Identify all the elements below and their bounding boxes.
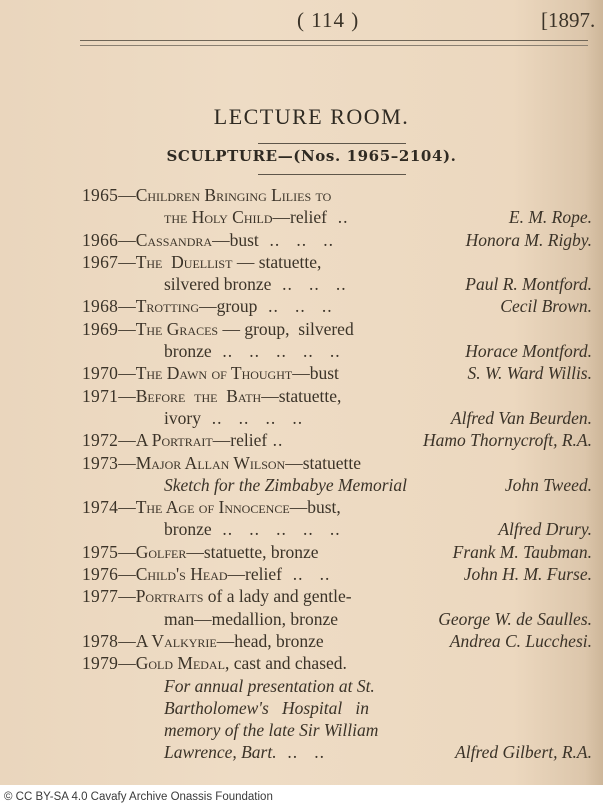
work-title: the Holy Child (164, 207, 273, 228)
catalogue-number: 1968 (82, 296, 119, 317)
page-number: ( 114 ) (297, 8, 360, 32)
work-note: Bartholomew's Hospital in (164, 697, 370, 718)
leader-dots: .. .. .. .. (200, 407, 304, 428)
catalogue-entry-line (82, 295, 592, 317)
work-description: —bust (212, 229, 259, 250)
work-title: Portraits (135, 586, 204, 607)
artist-name: John H. M. Furse. (463, 564, 592, 585)
leader-dots: .. .. .. (258, 229, 334, 250)
catalogue-entry-line (82, 251, 592, 273)
catalogue-number: 1969 (82, 318, 119, 339)
catalogue-entry-line (82, 563, 592, 585)
work-title: A Valkyrie (135, 630, 217, 651)
artist-name: Alfred Drury. (498, 519, 592, 540)
header-double-rule (80, 40, 588, 46)
work-title: Cassandra (135, 229, 213, 250)
em-dash: — (118, 385, 136, 406)
work-description: —bust, (289, 497, 341, 518)
artist-name: Honora M. Rigby. (465, 229, 592, 250)
artist-name: Hamo Thornycroft, R.A. (423, 430, 592, 451)
artist-name: John Tweed. (504, 474, 592, 495)
catalogue-entry-line (82, 407, 592, 429)
work-description: silvered bronze (164, 274, 272, 295)
catalogue-entry-line (82, 362, 592, 384)
work-description: —group (199, 296, 258, 317)
work-description: man—medallion, bronze (164, 608, 338, 629)
em-dash: — (118, 251, 136, 272)
artist-name: Alfred Van Beurden. (450, 407, 592, 428)
catalogue-entry-line (82, 318, 592, 340)
work-note: Sketch for the Zimbabye Memorial (164, 474, 408, 495)
catalogue-entry-line (82, 496, 592, 518)
work-title: Before the Bath (135, 385, 262, 406)
artist-name: Andrea C. Lucchesi. (449, 630, 592, 651)
em-dash: — (118, 497, 136, 518)
work-description: bronze (164, 519, 212, 540)
leader-dots: .. (267, 430, 284, 451)
work-description: ivory (164, 407, 201, 428)
catalogue-number: 1976 (82, 564, 119, 585)
work-note: Lawrence, Bart. (164, 742, 277, 763)
em-dash: — (118, 363, 136, 384)
work-title: Golfer (135, 541, 187, 562)
catalogue-entries (82, 184, 592, 764)
em-dash: — (118, 564, 136, 585)
artist-name: Cecil Brown. (500, 296, 592, 317)
artist-name: S. W. Ward Willis. (467, 363, 592, 384)
catalogue-entry-line (82, 652, 592, 674)
section-title: LECTURE ROOM. (213, 104, 410, 129)
catalogue-entry-line (82, 273, 592, 295)
catalogue-entry-line (82, 675, 592, 697)
work-title: The Duellist (135, 251, 233, 272)
em-dash: — (118, 586, 136, 607)
work-description: —head, bronze (216, 630, 324, 651)
catalogue-entry-line (82, 452, 592, 474)
work-description: , cast and chased. (224, 653, 347, 674)
catalogue-entry-line (82, 184, 592, 206)
title-rule-bottom (258, 174, 406, 175)
leader-dots: .. .. .. .. .. (211, 519, 341, 540)
leader-dots: .. .. (276, 742, 325, 763)
catalogue-number: 1972 (82, 430, 119, 451)
leader-dots: .. (326, 207, 349, 228)
work-description: bronze (164, 341, 212, 362)
catalogue-number: 1967 (82, 251, 119, 272)
work-description: —relief (212, 430, 268, 451)
work-title: Children Bringing Lilies to (135, 185, 332, 205)
work-description: of a lady and gentle- (203, 586, 352, 607)
catalogue-entry-line (82, 630, 592, 652)
catalogue-entry-line (82, 719, 592, 741)
catalogue-number: 1973 (82, 452, 119, 473)
artist-name: Horace Montford. (465, 341, 592, 362)
em-dash: — (118, 229, 136, 250)
catalogue-entry-line (82, 229, 592, 251)
catalogue-number: 1965 (82, 185, 119, 205)
catalogue-entry-line (82, 518, 592, 540)
artist-name: E. M. Rope. (508, 207, 592, 228)
catalogue-entry-line (82, 385, 592, 407)
catalogue-number: 1971 (82, 385, 119, 406)
em-dash: — (118, 318, 136, 339)
section-subtitle: SCULPTURE—(Nos. 1965–2104). (166, 147, 457, 165)
copyright-credit: © CC BY-SA 4.0 Cavafy Archive Onassis Foundation (4, 791, 273, 803)
work-description: —statuette (285, 452, 362, 473)
catalogue-entry-line (82, 474, 592, 496)
work-description: —statuette, bronze (186, 541, 319, 562)
artist-name: Alfred Gilbert, R.A. (455, 742, 592, 763)
work-title: Trotting (135, 296, 200, 317)
catalogue-entry-line (82, 206, 592, 228)
work-description: —relief (272, 207, 327, 228)
work-note: memory of the late Sir William (164, 720, 379, 741)
leader-dots: .. .. .. (257, 296, 333, 317)
work-description: — statuette, (232, 251, 322, 272)
catalogue-number: 1977 (82, 586, 119, 607)
work-note: For annual presentation at St. (164, 675, 375, 696)
work-title: A Portrait (135, 430, 213, 451)
em-dash: — (118, 630, 136, 651)
artist-name: Paul R. Montford. (465, 274, 592, 295)
work-title: The Dawn of Thought (135, 363, 293, 384)
title-rule-top (258, 143, 406, 144)
catalogue-entry-line (82, 608, 592, 630)
work-title: The Graces (135, 318, 219, 339)
work-description: — group, silvered (218, 318, 354, 339)
catalogue-entry-line (82, 585, 592, 607)
catalogue-number: 1974 (82, 497, 119, 518)
work-title: The Age of Innocence (135, 497, 290, 518)
work-title: Child's Head (135, 564, 228, 585)
work-title: Gold Medal (135, 653, 225, 674)
catalogue-number: 1978 (82, 630, 119, 651)
em-dash: — (118, 296, 136, 317)
em-dash: — (118, 430, 136, 451)
catalogue-number: 1975 (82, 541, 119, 562)
catalogue-number: 1979 (82, 653, 119, 674)
work-description: —relief (227, 564, 282, 585)
em-dash: — (118, 185, 136, 205)
work-title: Major Allan Wilson (135, 452, 286, 473)
catalogue-number: 1966 (82, 229, 119, 250)
catalogue-entry-line (82, 697, 592, 719)
catalogue-entry-line (82, 541, 592, 563)
leader-dots: .. .. .. (271, 274, 347, 295)
work-description: —statuette, (261, 385, 342, 406)
artist-name: Frank M. Taubman. (452, 541, 592, 562)
catalogue-number: 1970 (82, 363, 119, 384)
leader-dots: .. .. (281, 564, 331, 585)
artist-name: George W. de Saulles. (438, 608, 592, 629)
em-dash: — (118, 541, 136, 562)
leader-dots: .. .. .. .. .. (211, 341, 341, 362)
catalogue-entry-line (82, 741, 592, 763)
work-description: —bust (292, 363, 339, 384)
em-dash: — (118, 452, 136, 473)
em-dash: — (118, 653, 136, 674)
running-head (0, 8, 603, 36)
catalogue-entry-line (82, 340, 592, 362)
year-mark: [1897. (541, 8, 596, 32)
catalogue-entry-line (82, 429, 592, 451)
